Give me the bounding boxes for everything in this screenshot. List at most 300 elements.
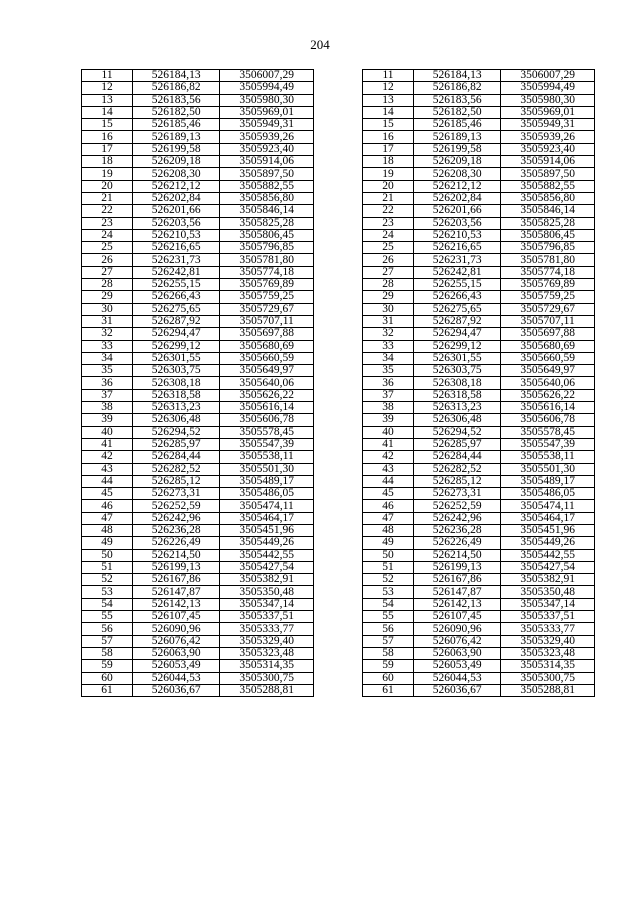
column-gap xyxy=(314,414,363,426)
left-point-number-cell: 53 xyxy=(82,586,133,598)
column-gap xyxy=(314,574,363,586)
right-x-coordinate-cell: 526285,97 xyxy=(414,438,501,450)
left-x-coordinate-cell: 526285,97 xyxy=(133,438,220,450)
left-point-number-cell: 30 xyxy=(82,303,133,315)
column-gap xyxy=(314,229,363,241)
left-x-coordinate-cell: 526255,15 xyxy=(133,279,220,291)
right-x-coordinate-cell: 526306,48 xyxy=(414,414,501,426)
column-gap xyxy=(314,82,363,94)
left-x-coordinate-cell: 526182,50 xyxy=(133,106,220,118)
column-gap xyxy=(314,340,363,352)
right-point-number-cell: 22 xyxy=(362,205,413,217)
column-gap xyxy=(314,242,363,254)
left-y-coordinate-cell: 3505350,48 xyxy=(220,586,314,598)
right-y-coordinate-cell: 3505729,67 xyxy=(501,303,595,315)
right-y-coordinate-cell: 3505442,55 xyxy=(501,549,595,561)
left-y-coordinate-cell: 3505769,89 xyxy=(220,279,314,291)
right-point-number-cell: 30 xyxy=(362,303,413,315)
left-point-number-cell: 26 xyxy=(82,254,133,266)
right-y-coordinate-cell: 3505578,45 xyxy=(501,426,595,438)
right-point-number-cell: 55 xyxy=(362,611,413,623)
right-y-coordinate-cell: 3505649,97 xyxy=(501,365,595,377)
table-row xyxy=(82,574,595,586)
left-point-number-cell: 19 xyxy=(82,168,133,180)
left-x-coordinate-cell: 526053,49 xyxy=(133,660,220,672)
left-x-coordinate-cell: 526214,50 xyxy=(133,549,220,561)
right-y-coordinate-cell: 3505781,80 xyxy=(501,254,595,266)
column-gap xyxy=(314,426,363,438)
left-x-coordinate-cell: 526303,75 xyxy=(133,365,220,377)
left-point-number-cell: 52 xyxy=(82,574,133,586)
right-y-coordinate-cell: 3505640,06 xyxy=(501,377,595,389)
left-point-number-cell: 32 xyxy=(82,328,133,340)
right-y-coordinate-cell: 3505769,89 xyxy=(501,279,595,291)
right-point-number-cell: 45 xyxy=(362,488,413,500)
table-row xyxy=(82,82,595,94)
right-point-number-cell: 54 xyxy=(362,598,413,610)
column-gap xyxy=(314,611,363,623)
table-row xyxy=(82,340,595,352)
left-point-number-cell: 23 xyxy=(82,217,133,229)
left-point-number-cell: 51 xyxy=(82,561,133,573)
left-y-coordinate-cell: 3505606,78 xyxy=(220,414,314,426)
right-y-coordinate-cell: 3505300,75 xyxy=(501,672,595,684)
left-x-coordinate-cell: 526199,58 xyxy=(133,143,220,155)
table-row xyxy=(82,365,595,377)
left-point-number-cell: 31 xyxy=(82,315,133,327)
left-x-coordinate-cell: 526242,96 xyxy=(133,512,220,524)
column-gap xyxy=(314,524,363,536)
right-x-coordinate-cell: 526287,92 xyxy=(414,315,501,327)
left-x-coordinate-cell: 526185,46 xyxy=(133,119,220,131)
right-x-coordinate-cell: 526184,13 xyxy=(414,70,501,82)
right-y-coordinate-cell: 3505451,96 xyxy=(501,524,595,536)
left-y-coordinate-cell: 3505969,01 xyxy=(220,106,314,118)
right-point-number-cell: 26 xyxy=(362,254,413,266)
right-y-coordinate-cell: 3505939,26 xyxy=(501,131,595,143)
right-point-number-cell: 39 xyxy=(362,414,413,426)
right-x-coordinate-cell: 526226,49 xyxy=(414,537,501,549)
right-y-coordinate-cell: 3505474,11 xyxy=(501,500,595,512)
right-point-number-cell: 51 xyxy=(362,561,413,573)
table-row xyxy=(82,180,595,192)
right-point-number-cell: 20 xyxy=(362,180,413,192)
table-row xyxy=(82,438,595,450)
right-x-coordinate-cell: 526214,50 xyxy=(414,549,501,561)
right-point-number-cell: 33 xyxy=(362,340,413,352)
coordinates-table xyxy=(81,69,595,697)
left-y-coordinate-cell: 3505474,11 xyxy=(220,500,314,512)
right-y-coordinate-cell: 3505329,40 xyxy=(501,635,595,647)
table-row xyxy=(82,475,595,487)
column-gap xyxy=(314,660,363,672)
left-y-coordinate-cell: 3505314,35 xyxy=(220,660,314,672)
left-y-coordinate-cell: 3505774,18 xyxy=(220,266,314,278)
left-y-coordinate-cell: 3505939,26 xyxy=(220,131,314,143)
left-y-coordinate-cell: 3505288,81 xyxy=(220,684,314,696)
right-x-coordinate-cell: 526147,87 xyxy=(414,586,501,598)
right-y-coordinate-cell: 3505697,88 xyxy=(501,328,595,340)
left-point-number-cell: 12 xyxy=(82,82,133,94)
column-gap xyxy=(314,143,363,155)
left-point-number-cell: 36 xyxy=(82,377,133,389)
right-x-coordinate-cell: 526182,50 xyxy=(414,106,501,118)
left-x-coordinate-cell: 526090,96 xyxy=(133,623,220,635)
right-x-coordinate-cell: 526036,67 xyxy=(414,684,501,696)
left-y-coordinate-cell: 3505806,45 xyxy=(220,229,314,241)
right-point-number-cell: 40 xyxy=(362,426,413,438)
left-x-coordinate-cell: 526210,53 xyxy=(133,229,220,241)
left-y-coordinate-cell: 3505578,45 xyxy=(220,426,314,438)
right-point-number-cell: 49 xyxy=(362,537,413,549)
left-point-number-cell: 15 xyxy=(82,119,133,131)
column-gap xyxy=(314,537,363,549)
table-row xyxy=(82,512,595,524)
left-y-coordinate-cell: 3505616,14 xyxy=(220,402,314,414)
right-x-coordinate-cell: 526303,75 xyxy=(414,365,501,377)
left-y-coordinate-cell: 3505923,40 xyxy=(220,143,314,155)
right-y-coordinate-cell: 3505333,77 xyxy=(501,623,595,635)
table-row xyxy=(82,279,595,291)
right-point-number-cell: 60 xyxy=(362,672,413,684)
table-row xyxy=(82,635,595,647)
left-point-number-cell: 47 xyxy=(82,512,133,524)
left-x-coordinate-cell: 526282,52 xyxy=(133,463,220,475)
right-y-coordinate-cell: 3505949,31 xyxy=(501,119,595,131)
left-y-coordinate-cell: 3505759,25 xyxy=(220,291,314,303)
left-y-coordinate-cell: 3505442,55 xyxy=(220,549,314,561)
left-point-number-cell: 55 xyxy=(82,611,133,623)
column-gap xyxy=(314,119,363,131)
right-x-coordinate-cell: 526266,43 xyxy=(414,291,501,303)
right-x-coordinate-cell: 526285,12 xyxy=(414,475,501,487)
table-row xyxy=(82,94,595,106)
table-row xyxy=(82,143,595,155)
left-point-number-cell: 34 xyxy=(82,352,133,364)
right-x-coordinate-cell: 526313,23 xyxy=(414,402,501,414)
column-gap xyxy=(314,488,363,500)
left-x-coordinate-cell: 526301,55 xyxy=(133,352,220,364)
right-y-coordinate-cell: 3505314,35 xyxy=(501,660,595,672)
table-row xyxy=(82,389,595,401)
page-number: 204 xyxy=(310,37,330,52)
right-y-coordinate-cell: 3505616,14 xyxy=(501,402,595,414)
table-row xyxy=(82,266,595,278)
right-x-coordinate-cell: 526231,73 xyxy=(414,254,501,266)
table-row xyxy=(82,426,595,438)
table-row xyxy=(82,205,595,217)
right-point-number-cell: 31 xyxy=(362,315,413,327)
left-x-coordinate-cell: 526294,52 xyxy=(133,426,220,438)
table-row xyxy=(82,119,595,131)
right-point-number-cell: 17 xyxy=(362,143,413,155)
right-x-coordinate-cell: 526308,18 xyxy=(414,377,501,389)
column-gap xyxy=(314,377,363,389)
left-x-coordinate-cell: 526147,87 xyxy=(133,586,220,598)
table-row xyxy=(82,192,595,204)
right-x-coordinate-cell: 526242,96 xyxy=(414,512,501,524)
left-y-coordinate-cell: 3505640,06 xyxy=(220,377,314,389)
left-point-number-cell: 38 xyxy=(82,402,133,414)
right-point-number-cell: 12 xyxy=(362,82,413,94)
right-point-number-cell: 53 xyxy=(362,586,413,598)
table-row xyxy=(82,70,595,82)
table-row xyxy=(82,524,595,536)
column-gap xyxy=(314,131,363,143)
left-y-coordinate-cell: 3505897,50 xyxy=(220,168,314,180)
left-point-number-cell: 54 xyxy=(82,598,133,610)
table-row xyxy=(82,623,595,635)
right-y-coordinate-cell: 3505680,69 xyxy=(501,340,595,352)
left-point-number-cell: 44 xyxy=(82,475,133,487)
right-point-number-cell: 21 xyxy=(362,192,413,204)
left-point-number-cell: 37 xyxy=(82,389,133,401)
column-gap xyxy=(314,70,363,82)
table-row xyxy=(82,229,595,241)
left-point-number-cell: 40 xyxy=(82,426,133,438)
right-x-coordinate-cell: 526282,52 xyxy=(414,463,501,475)
column-gap xyxy=(314,365,363,377)
column-gap xyxy=(314,254,363,266)
right-y-coordinate-cell: 3505759,25 xyxy=(501,291,595,303)
right-y-coordinate-cell: 3505350,48 xyxy=(501,586,595,598)
left-y-coordinate-cell: 3505547,39 xyxy=(220,438,314,450)
column-gap xyxy=(314,266,363,278)
right-point-number-cell: 36 xyxy=(362,377,413,389)
left-x-coordinate-cell: 526208,30 xyxy=(133,168,220,180)
column-gap xyxy=(314,512,363,524)
left-point-number-cell: 58 xyxy=(82,647,133,659)
left-y-coordinate-cell: 3505825,28 xyxy=(220,217,314,229)
right-x-coordinate-cell: 526202,84 xyxy=(414,192,501,204)
table-row xyxy=(82,402,595,414)
table-row xyxy=(82,131,595,143)
left-x-coordinate-cell: 526252,59 xyxy=(133,500,220,512)
right-x-coordinate-cell: 526252,59 xyxy=(414,500,501,512)
column-gap xyxy=(314,561,363,573)
left-x-coordinate-cell: 526199,13 xyxy=(133,561,220,573)
column-gap xyxy=(314,475,363,487)
table-row xyxy=(82,684,595,696)
left-point-number-cell: 59 xyxy=(82,660,133,672)
table-row xyxy=(82,561,595,573)
left-point-number-cell: 20 xyxy=(82,180,133,192)
right-y-coordinate-cell: 3505449,26 xyxy=(501,537,595,549)
column-gap xyxy=(314,303,363,315)
right-x-coordinate-cell: 526186,82 xyxy=(414,82,501,94)
right-x-coordinate-cell: 526210,53 xyxy=(414,229,501,241)
right-point-number-cell: 14 xyxy=(362,106,413,118)
column-gap xyxy=(314,291,363,303)
right-y-coordinate-cell: 3505897,50 xyxy=(501,168,595,180)
right-point-number-cell: 18 xyxy=(362,156,413,168)
left-point-number-cell: 56 xyxy=(82,623,133,635)
left-y-coordinate-cell: 3505451,96 xyxy=(220,524,314,536)
left-point-number-cell: 49 xyxy=(82,537,133,549)
column-gap xyxy=(314,451,363,463)
right-x-coordinate-cell: 526209,18 xyxy=(414,156,501,168)
left-x-coordinate-cell: 526242,81 xyxy=(133,266,220,278)
left-y-coordinate-cell: 3505323,48 xyxy=(220,647,314,659)
right-y-coordinate-cell: 3505337,51 xyxy=(501,611,595,623)
right-x-coordinate-cell: 526183,56 xyxy=(414,94,501,106)
right-x-coordinate-cell: 526053,49 xyxy=(414,660,501,672)
left-y-coordinate-cell: 3505882,55 xyxy=(220,180,314,192)
table-row xyxy=(82,377,595,389)
column-gap xyxy=(314,315,363,327)
column-gap xyxy=(314,598,363,610)
right-point-number-cell: 59 xyxy=(362,660,413,672)
right-point-number-cell: 32 xyxy=(362,328,413,340)
right-y-coordinate-cell: 3505980,30 xyxy=(501,94,595,106)
column-gap xyxy=(314,402,363,414)
right-y-coordinate-cell: 3505969,01 xyxy=(501,106,595,118)
left-point-number-cell: 17 xyxy=(82,143,133,155)
table-row xyxy=(82,611,595,623)
right-x-coordinate-cell: 526185,46 xyxy=(414,119,501,131)
right-point-number-cell: 50 xyxy=(362,549,413,561)
right-point-number-cell: 34 xyxy=(362,352,413,364)
right-x-coordinate-cell: 526318,58 xyxy=(414,389,501,401)
right-y-coordinate-cell: 3505323,48 xyxy=(501,647,595,659)
left-x-coordinate-cell: 526203,56 xyxy=(133,217,220,229)
left-point-number-cell: 18 xyxy=(82,156,133,168)
table-row xyxy=(82,217,595,229)
right-point-number-cell: 44 xyxy=(362,475,413,487)
right-x-coordinate-cell: 526294,47 xyxy=(414,328,501,340)
table-row xyxy=(82,168,595,180)
column-gap xyxy=(314,684,363,696)
table-row xyxy=(82,303,595,315)
table-row xyxy=(82,647,595,659)
right-y-coordinate-cell: 3505914,06 xyxy=(501,156,595,168)
right-x-coordinate-cell: 526201,66 xyxy=(414,205,501,217)
left-x-coordinate-cell: 526184,13 xyxy=(133,70,220,82)
right-y-coordinate-cell: 3505486,05 xyxy=(501,488,595,500)
left-y-coordinate-cell: 3505707,11 xyxy=(220,315,314,327)
right-x-coordinate-cell: 526273,31 xyxy=(414,488,501,500)
right-x-coordinate-cell: 526216,65 xyxy=(414,242,501,254)
left-x-coordinate-cell: 526287,92 xyxy=(133,315,220,327)
column-gap xyxy=(314,389,363,401)
left-x-coordinate-cell: 526294,47 xyxy=(133,328,220,340)
right-y-coordinate-cell: 3505538,11 xyxy=(501,451,595,463)
right-y-coordinate-cell: 3505660,59 xyxy=(501,352,595,364)
left-point-number-cell: 61 xyxy=(82,684,133,696)
right-y-coordinate-cell: 3505707,11 xyxy=(501,315,595,327)
left-x-coordinate-cell: 526216,65 xyxy=(133,242,220,254)
left-point-number-cell: 46 xyxy=(82,500,133,512)
column-gap xyxy=(314,205,363,217)
right-x-coordinate-cell: 526063,90 xyxy=(414,647,501,659)
left-x-coordinate-cell: 526186,82 xyxy=(133,82,220,94)
column-gap xyxy=(314,94,363,106)
left-x-coordinate-cell: 526063,90 xyxy=(133,647,220,659)
right-x-coordinate-cell: 526212,12 xyxy=(414,180,501,192)
right-point-number-cell: 24 xyxy=(362,229,413,241)
left-x-coordinate-cell: 526226,49 xyxy=(133,537,220,549)
table-row xyxy=(82,549,595,561)
column-gap xyxy=(314,168,363,180)
right-y-coordinate-cell: 3505427,54 xyxy=(501,561,595,573)
table-row xyxy=(82,537,595,549)
left-x-coordinate-cell: 526142,13 xyxy=(133,598,220,610)
right-point-number-cell: 16 xyxy=(362,131,413,143)
left-point-number-cell: 35 xyxy=(82,365,133,377)
right-x-coordinate-cell: 526189,13 xyxy=(414,131,501,143)
right-point-number-cell: 28 xyxy=(362,279,413,291)
right-y-coordinate-cell: 3505806,45 xyxy=(501,229,595,241)
left-x-coordinate-cell: 526313,23 xyxy=(133,402,220,414)
left-y-coordinate-cell: 3505626,22 xyxy=(220,389,314,401)
left-point-number-cell: 43 xyxy=(82,463,133,475)
right-point-number-cell: 19 xyxy=(362,168,413,180)
left-x-coordinate-cell: 526183,56 xyxy=(133,94,220,106)
right-y-coordinate-cell: 3505994,49 xyxy=(501,82,595,94)
left-y-coordinate-cell: 3505796,85 xyxy=(220,242,314,254)
left-y-coordinate-cell: 3505347,14 xyxy=(220,598,314,610)
table-row xyxy=(82,500,595,512)
column-gap xyxy=(314,586,363,598)
left-point-number-cell: 27 xyxy=(82,266,133,278)
left-y-coordinate-cell: 3505329,40 xyxy=(220,635,314,647)
right-point-number-cell: 37 xyxy=(362,389,413,401)
right-y-coordinate-cell: 3505846,14 xyxy=(501,205,595,217)
right-point-number-cell: 11 xyxy=(362,70,413,82)
left-y-coordinate-cell: 3505781,80 xyxy=(220,254,314,266)
column-gap xyxy=(314,672,363,684)
right-point-number-cell: 48 xyxy=(362,524,413,536)
left-y-coordinate-cell: 3505949,31 xyxy=(220,119,314,131)
right-x-coordinate-cell: 526142,13 xyxy=(414,598,501,610)
left-y-coordinate-cell: 3505660,59 xyxy=(220,352,314,364)
column-gap xyxy=(314,623,363,635)
column-gap xyxy=(314,156,363,168)
right-x-coordinate-cell: 526208,30 xyxy=(414,168,501,180)
left-y-coordinate-cell: 3505337,51 xyxy=(220,611,314,623)
left-point-number-cell: 22 xyxy=(82,205,133,217)
left-y-coordinate-cell: 3505489,17 xyxy=(220,475,314,487)
left-y-coordinate-cell: 3505333,77 xyxy=(220,623,314,635)
right-y-coordinate-cell: 3505501,30 xyxy=(501,463,595,475)
left-x-coordinate-cell: 526167,86 xyxy=(133,574,220,586)
left-x-coordinate-cell: 526107,45 xyxy=(133,611,220,623)
left-point-number-cell: 14 xyxy=(82,106,133,118)
right-x-coordinate-cell: 526255,15 xyxy=(414,279,501,291)
left-y-coordinate-cell: 3505449,26 xyxy=(220,537,314,549)
table-row xyxy=(82,586,595,598)
right-y-coordinate-cell: 3505288,81 xyxy=(501,684,595,696)
right-y-coordinate-cell: 3505464,17 xyxy=(501,512,595,524)
left-x-coordinate-cell: 526202,84 xyxy=(133,192,220,204)
right-y-coordinate-cell: 3505626,22 xyxy=(501,389,595,401)
right-point-number-cell: 42 xyxy=(362,451,413,463)
right-x-coordinate-cell: 526299,12 xyxy=(414,340,501,352)
table-row xyxy=(82,660,595,672)
column-gap xyxy=(314,549,363,561)
right-point-number-cell: 15 xyxy=(362,119,413,131)
right-point-number-cell: 13 xyxy=(362,94,413,106)
table-row xyxy=(82,106,595,118)
left-point-number-cell: 48 xyxy=(82,524,133,536)
right-y-coordinate-cell: 3505774,18 xyxy=(501,266,595,278)
right-point-number-cell: 47 xyxy=(362,512,413,524)
column-gap xyxy=(314,635,363,647)
right-y-coordinate-cell: 3506007,29 xyxy=(501,70,595,82)
left-x-coordinate-cell: 526266,43 xyxy=(133,291,220,303)
left-x-coordinate-cell: 526201,66 xyxy=(133,205,220,217)
left-point-number-cell: 45 xyxy=(82,488,133,500)
